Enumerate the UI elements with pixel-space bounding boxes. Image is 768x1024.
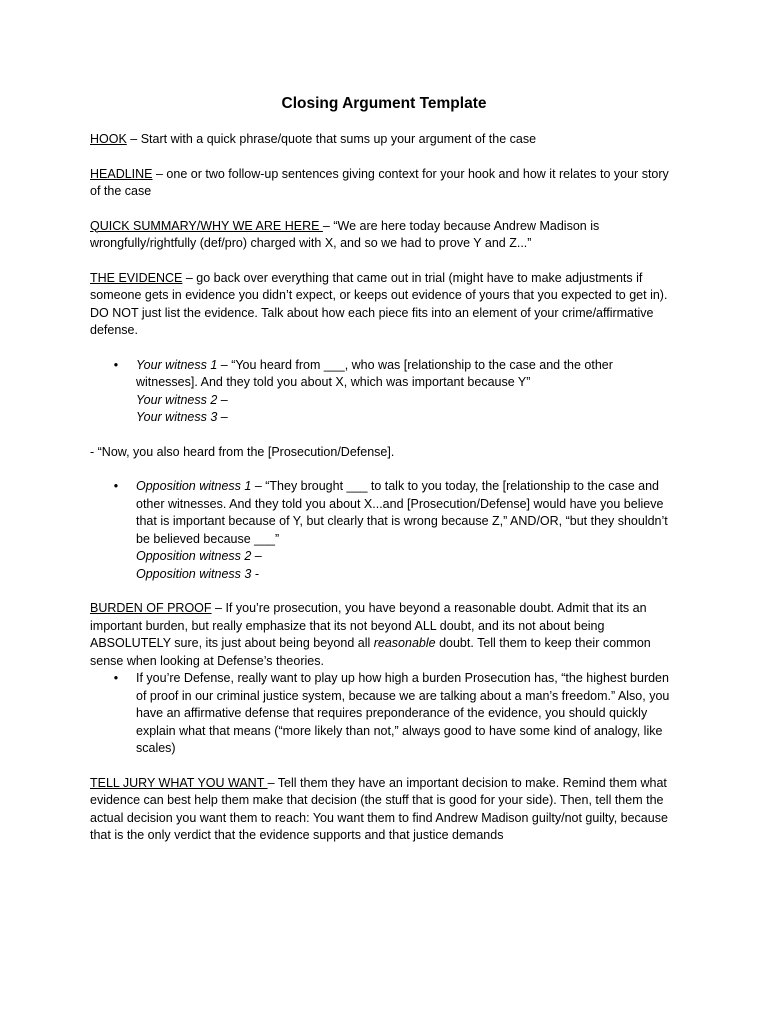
bullet-icon: •: [113, 479, 119, 493]
evidence-paragraph: [90, 270, 678, 340]
witness-2: Your witness 2 –: [136, 392, 228, 407]
summary-heading: QUICK SUMMARY/WHY WE ARE HERE: [90, 218, 323, 233]
burden-paragraph: BURDEN OF PROOF – If you’re prosecution, you have beyond a reasonable doubt. Admit that its an important burden, but really emphasize that its not beyond ALL doubt, and its not about being ABSOLUTELY sure, its just about being beyond all reasonable doubt. Tell them to keep their common sense when looking at Defense’s theories.: [90, 601, 651, 668]
burden-heading: BURDEN OF PROOF: [90, 601, 212, 615]
opposition-witness-1: Opposition witness 1 – “They brought ___ to talk to you today, the [relationship to the case and other witnesses. And they told you about X...and [Prosecution/Defense] would have you believe that is important because of Y, but clearly that is wrong because Z,” AND/OR, “but they shouldn’t be believed because ___”: [136, 479, 668, 546]
hook-heading: HOOK: [90, 132, 127, 146]
jury-heading: TELL JURY WHAT YOU WANT: [90, 775, 268, 790]
hook-text: – Start with a quick phrase/quote that sums up your argument of the case: [126, 132, 537, 146]
evidence-text: – go back over everything that came out in trial (might have to make adjustments if someone gets in evidence you didn’t expect, or keeps out evidence of yours that you expected to get in). DO NOT just list the evidence. Talk about how each piece fits into an element of your crime/affirmative defense.: [90, 270, 668, 337]
page-title: Closing Argument Template: [281, 95, 487, 112]
burden-list: [90, 670, 678, 758]
opposition-witness-2: Opposition witness 2 –: [136, 549, 262, 563]
defense-burden-text: If you’re Defense, really want to play up how high a burden Prosecution has, “the highest burden of proof in our criminal justice system, because we are talking about a man’s freedom.” Also, you have an affirmative defense that requires preponderance of the evidence, you should quickly explain what that means (“more likely than not,” always good to have some kind of analogy, like scales): [136, 671, 670, 755]
list-item: [113, 478, 678, 583]
jury-paragraph: [90, 775, 678, 845]
summary-text: – “We are here today because Andrew Madison is wrongfully/rightfully (def/pro) charged with X, and so we had to prove Y and Z...”: [90, 218, 600, 250]
now-heard-paragraph: - “Now, you also heard from the [Prosecution/Defense].: [90, 444, 395, 459]
list-item: [113, 357, 678, 427]
hook-paragraph: [90, 131, 678, 149]
headline-text: – one or two follow-up sentences giving context for your hook and how it relates to your story of the case: [90, 166, 669, 198]
opposition-list: [90, 478, 678, 583]
witness-list: [90, 357, 678, 427]
headline-heading: HEADLINE: [90, 166, 153, 181]
evidence-heading: THE EVIDENCE: [90, 270, 183, 285]
summary-paragraph: [90, 218, 678, 253]
witness-3: Your witness 3 –: [136, 410, 228, 424]
bullet-icon: •: [113, 357, 119, 372]
bullet-icon: •: [113, 671, 119, 685]
list-item: [113, 670, 678, 758]
witness-1: Your witness 1 – “You heard from ___, who was [relationship to the case and the other witnesses]. And they told you about X, which was important because Y”: [136, 357, 613, 389]
headline-paragraph: [90, 166, 678, 201]
jury-text: – Tell them they have an important decision to make. Remind them what evidence can best help them make that decision (the stuff that is good for your side). Then, tell them the actual decision you want them to reach: You want them to find Andrew Madison guilty/not guilty, because that is the only verdict that the evidence supports and that justice demands: [90, 775, 668, 842]
burden-emphasis: reasonable: [373, 636, 436, 650]
opposition-witness-3: Opposition witness 3 -: [136, 566, 259, 581]
